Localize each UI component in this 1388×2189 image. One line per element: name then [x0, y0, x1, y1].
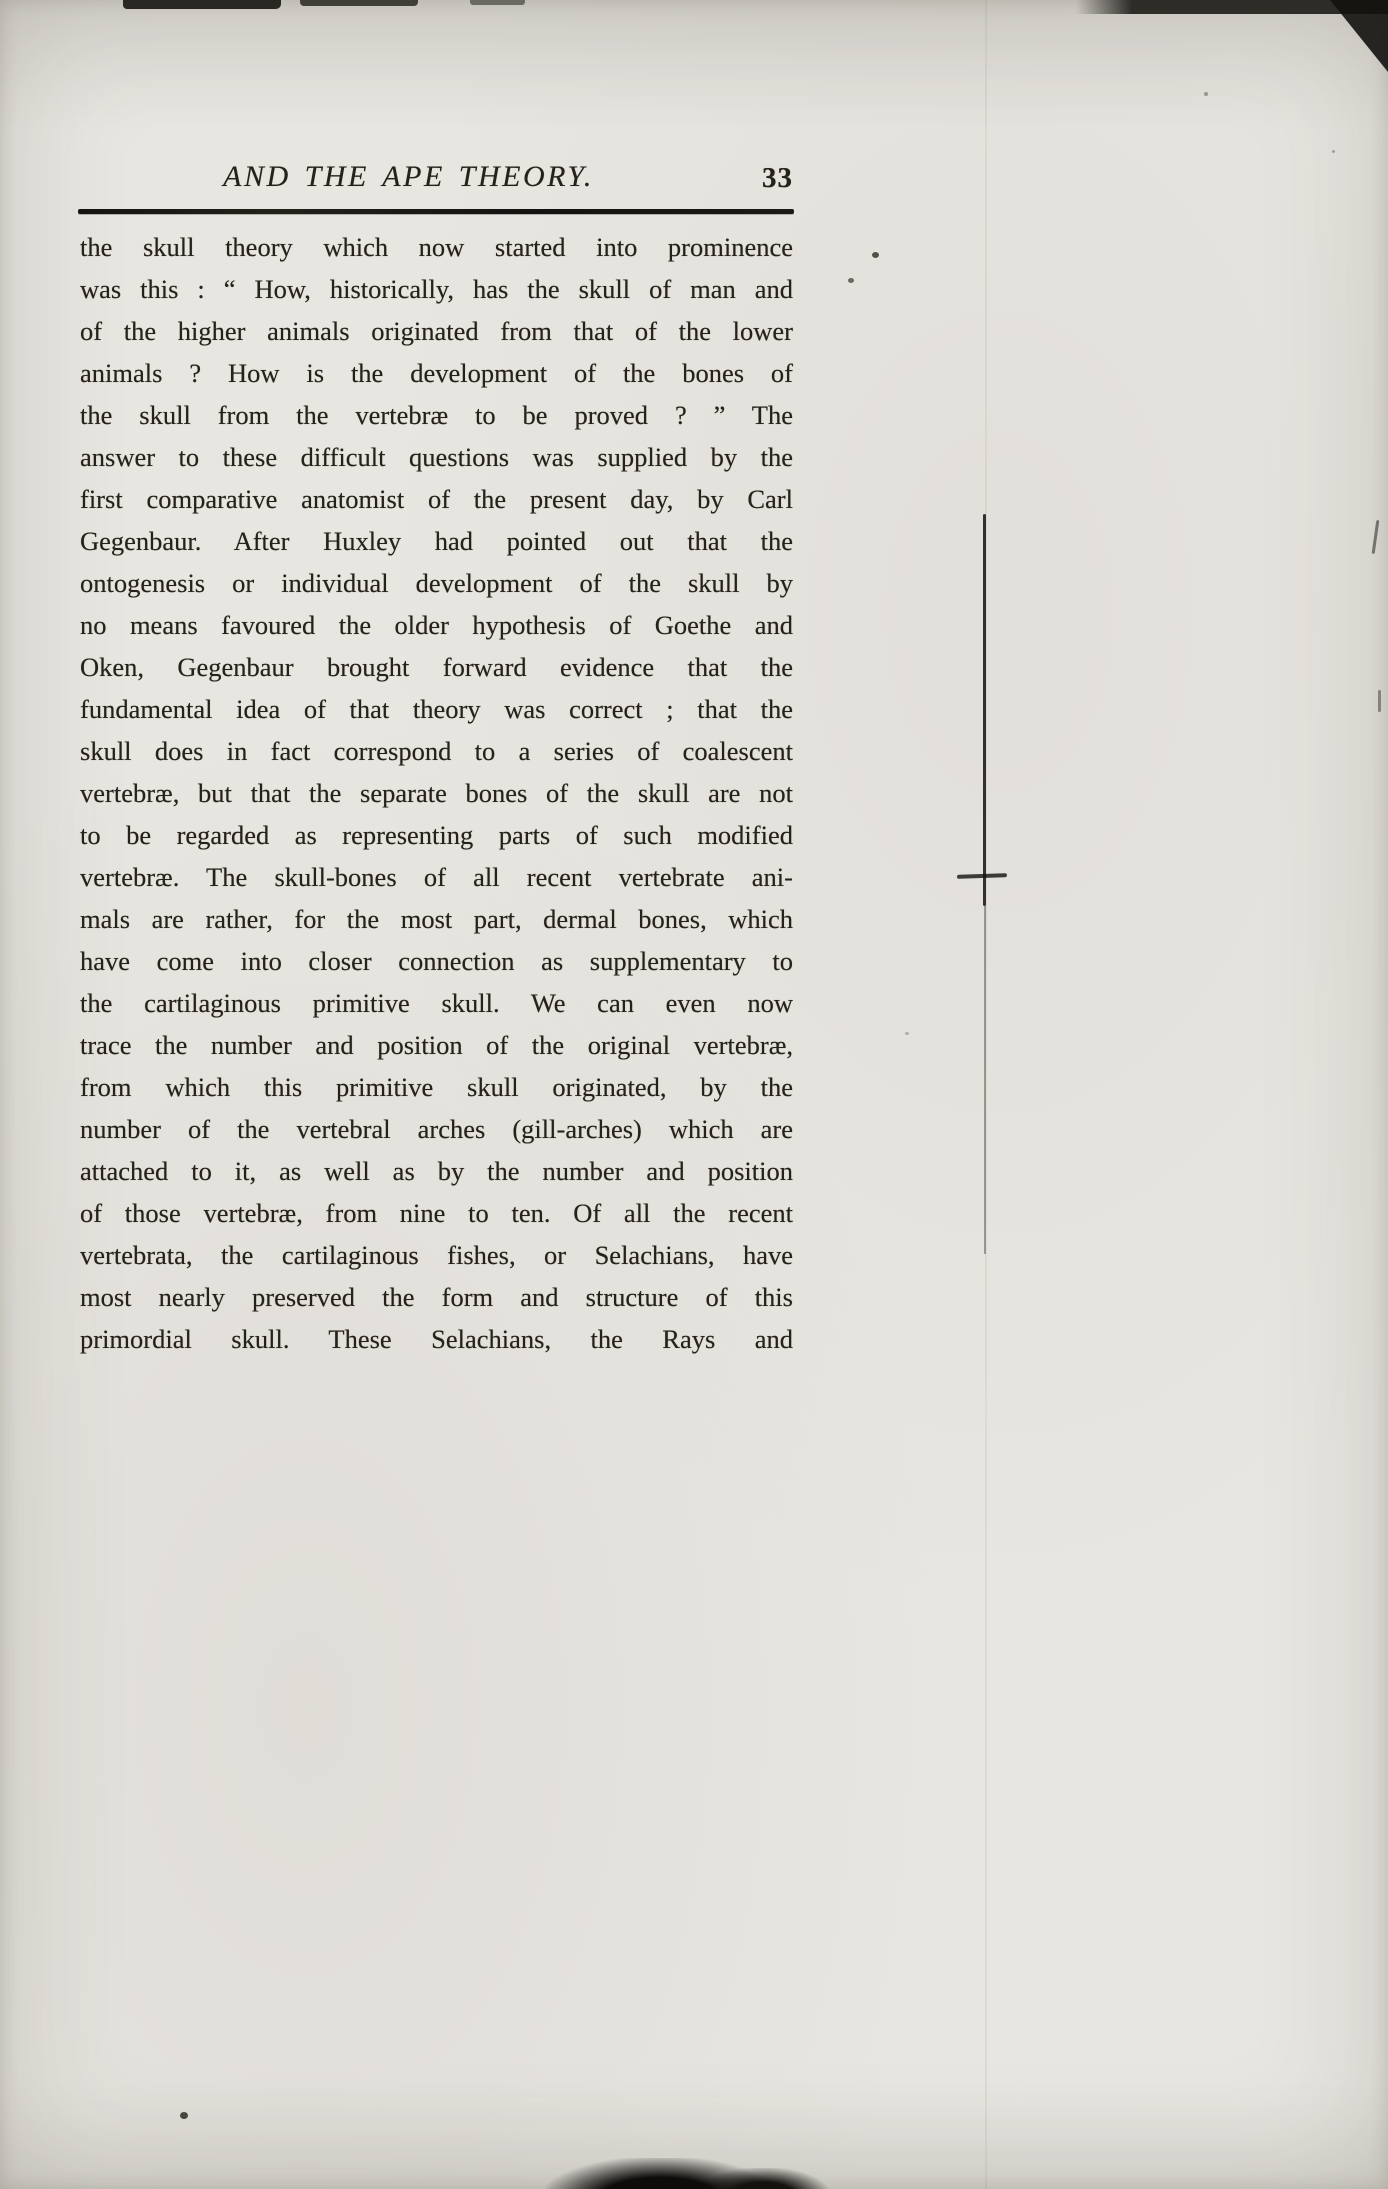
scan-artifact-vertical-line — [984, 906, 986, 1254]
page-title: AND THE APE THEORY. — [223, 160, 594, 193]
scan-artifact-top-edge — [123, 0, 281, 9]
scan-artifact-edge-mark — [1378, 690, 1381, 712]
text-line: vertebræ. The skull-bones of all recent vertebrate ani- — [80, 862, 793, 892]
scan-artifact-edge-mark — [1372, 520, 1380, 554]
scan-artifact-tick — [957, 873, 1007, 879]
text-line: most nearly preserved the form and structure of this — [80, 1282, 793, 1312]
text-line: ontogenesis or individual development of the skull by — [80, 568, 793, 598]
text-line: the skull theory which now started into prominence — [80, 232, 793, 262]
text-line: from which this primitive skull originated, by the — [80, 1072, 793, 1102]
text-line: primordial skull. These Selachians, the Rays and — [80, 1324, 793, 1354]
text-line: trace the number and position of the original vertebræ, — [80, 1030, 793, 1060]
header-rule — [78, 209, 794, 214]
text-line: Oken, Gegenbaur brought forward evidence that the — [80, 652, 793, 682]
text-line: the skull from the vertebræ to be proved ? ” The — [80, 400, 793, 430]
scan-artifact-dot — [848, 278, 854, 283]
text-line: the cartilaginous primitive skull. We can even now — [80, 988, 793, 1018]
text-line: skull does in fact correspond to a series of coalescent — [80, 736, 793, 766]
scan-artifact-dot — [872, 252, 879, 258]
text-line: Gegenbaur. After Huxley had pointed out that the — [80, 526, 793, 556]
body-text — [80, 226, 793, 1360]
text-line: answer to these difficult questions was supplied by the — [80, 442, 793, 472]
scan-artifact-blotch — [698, 2168, 828, 2189]
scan-artifact-vertical-line — [983, 514, 986, 906]
text-line: vertebræ, but that the separate bones of the skull are not — [80, 778, 793, 808]
page-number: 33 — [762, 162, 793, 194]
text-line: to be regarded as representing parts of such modified — [80, 820, 793, 850]
text-line: have come into closer connection as supplementary to — [80, 946, 793, 976]
scan-artifact-speck — [905, 1032, 909, 1035]
text-line: animals ? How is the development of the bones of — [80, 358, 793, 388]
text-line: of those vertebræ, from nine to ten. Of all the recent — [80, 1198, 793, 1228]
scan-artifact-speck — [1204, 92, 1208, 96]
text-line: no means favoured the older hypothesis of Goethe and — [80, 610, 793, 640]
text-line: attached to it, as well as by the number and position — [80, 1156, 793, 1186]
text-line: number of the vertebral arches (gill-arches) which are — [80, 1114, 793, 1144]
text-line: mals are rather, for the most part, dermal bones, which — [80, 904, 793, 934]
text-line: vertebrata, the cartilaginous fishes, or Selachians, have — [80, 1240, 793, 1270]
text-line: fundamental idea of that theory was correct ; that the — [80, 694, 793, 724]
text-line: of the higher animals originated from that of the lower — [80, 316, 793, 346]
scan-artifact-top-edge — [300, 0, 418, 6]
scan-artifact-top-edge — [470, 0, 525, 5]
text-line: was this : “ How, historically, has the skull of man and — [80, 274, 793, 304]
scan-artifact-speck — [1332, 150, 1335, 153]
scan-artifact-dot — [180, 2112, 188, 2119]
running-header — [80, 160, 793, 204]
text-line: first comparative anatomist of the present day, by Carl — [80, 484, 793, 514]
